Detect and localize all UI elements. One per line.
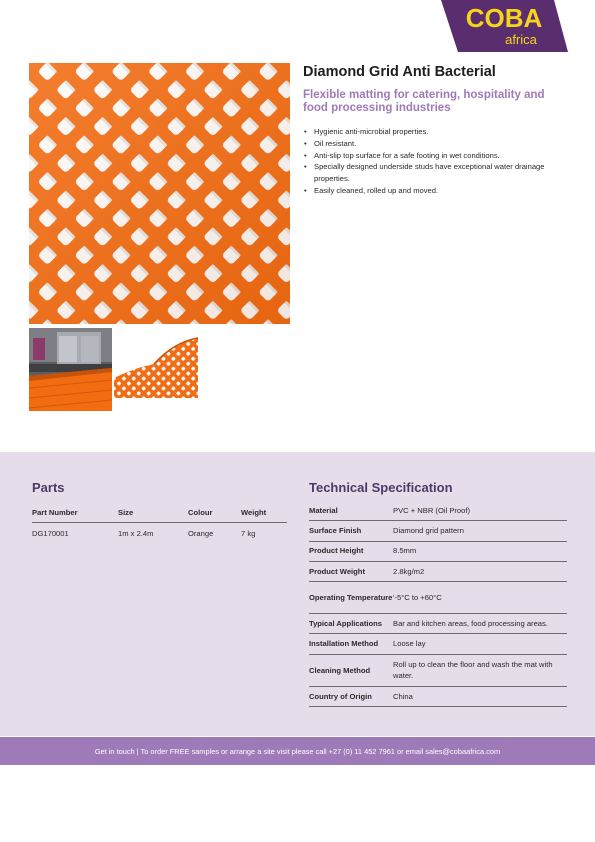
column-header-size: Size	[118, 508, 134, 517]
parts-header-row	[32, 503, 287, 523]
spec-row-country-of-origin	[309, 687, 567, 707]
spec-label: Typical Applications	[309, 619, 382, 629]
footer-text: Get in touch | To order FREE samples or arrange a site visit please call +27 (0) 11 452 7961 or email sales@cobaafrica.com	[94, 746, 501, 756]
spec-label: Product Height	[309, 546, 364, 556]
parts-table	[32, 503, 287, 543]
feature-item: • Hygienic anti-microbial properties.	[303, 126, 565, 138]
spec-label: Material	[309, 505, 338, 515]
spec-value: '-5°C to +60°C	[393, 592, 442, 602]
size-cell: 1m x 2.4m	[118, 528, 154, 538]
feature-list	[303, 126, 565, 197]
product-thumbnail-rolled	[114, 334, 198, 398]
spec-row-material	[309, 501, 567, 521]
part-number-cell: DG170001	[32, 528, 69, 538]
logo-sub-text: africa	[505, 32, 537, 47]
coba-africa-logo	[441, 0, 568, 52]
spec-row-cleaning-method	[309, 655, 567, 687]
spec-value: Diamond grid pattern	[393, 526, 464, 536]
spec-label: Cleaning Method	[309, 665, 371, 675]
contact-footer	[0, 737, 595, 765]
logo-main-text: COBA	[465, 3, 543, 33]
spec-value: PVC + NBR (Oil Proof)	[393, 505, 471, 515]
column-header-colour: Colour	[188, 508, 213, 517]
spec-value: Loose lay	[393, 639, 426, 649]
spec-row-installation-method	[309, 634, 567, 654]
spec-label: Country of Origin	[309, 691, 372, 701]
spec-value: 8.5mm	[393, 546, 417, 556]
colour-cell: Orange	[188, 528, 214, 538]
weight-cell: 7 kg	[241, 528, 256, 538]
spec-value: 2.8kg/m2	[393, 566, 425, 576]
product-main-image	[29, 63, 290, 324]
spec-table	[309, 501, 567, 707]
spec-label: Operating Temperature	[309, 592, 393, 602]
spec-row-operating-temperature	[309, 582, 567, 614]
spec-row-surface-finish	[309, 521, 567, 541]
product-thumbnail-kitchen	[29, 328, 112, 411]
parts-heading: Parts	[32, 480, 65, 495]
spec-label: Installation Method	[309, 639, 379, 649]
product-title: Diamond Grid Anti Bacterial	[303, 64, 496, 80]
table-row	[32, 523, 287, 543]
spec-value: Roll up to clean the floor and wash the mat with water.	[393, 659, 553, 681]
spec-row-product-weight	[309, 562, 567, 582]
product-subtitle: Flexible matting for catering, hospitality and food processing industries	[303, 89, 545, 114]
spec-row-typical-applications	[309, 614, 567, 634]
column-header-part-number: Part Number	[32, 508, 78, 517]
spec-row-product-height	[309, 542, 567, 562]
spec-label: Product Weight	[309, 566, 365, 576]
feature-item: • Oil resistant.	[303, 138, 565, 150]
feature-item: • Specially designed underside studs have exceptional water drainage properties.	[303, 161, 565, 185]
feature-item: • Easily cleaned, rolled up and moved.	[303, 185, 565, 197]
spec-label: Surface Finish	[309, 526, 362, 536]
feature-item: • Anti-slip top surface for a safe footing in wet conditions.	[303, 150, 565, 162]
spec-value: Bar and kitchen areas, food processing areas.	[393, 619, 548, 629]
spec-value: China	[393, 691, 413, 701]
spec-heading: Technical Specification	[309, 480, 453, 495]
column-header-weight: Weight	[241, 508, 267, 517]
